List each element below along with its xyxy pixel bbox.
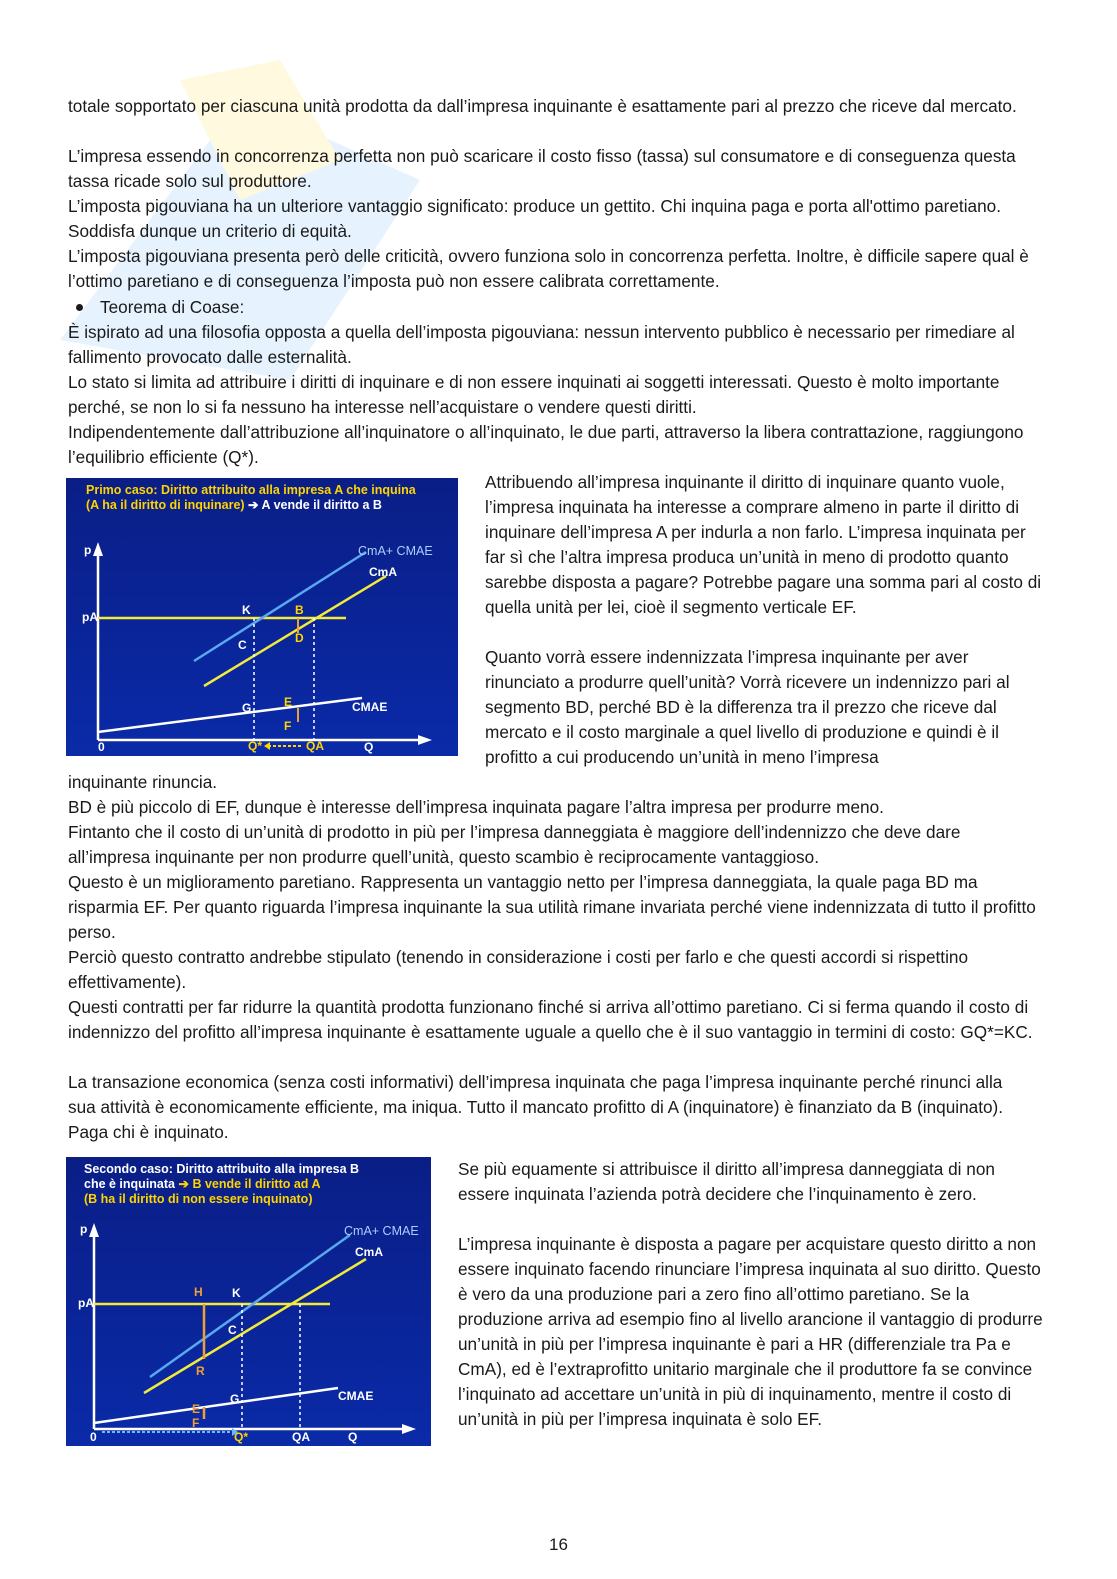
figure-first-case — [66, 478, 458, 756]
figure1-label-cma: CmA — [369, 565, 398, 579]
paragraph-fig1-continued: inquinante rinuncia. — [68, 772, 218, 792]
svg-text:che è inquinata ➔ — [84, 1177, 320, 1191]
figure1-axis-q: Q — [364, 740, 374, 754]
figure1-title-line1: Primo caso: Diritto attribuito alla impresa A che inquina — [86, 483, 416, 497]
paragraph-6: Lo stato si limita ad attribuire i diritti di inquinare e di non essere inquinati ai soggetti interessati. Questo è molto importante perché, se non lo si fa nessuno ha interesse nell’acquistare o vendere questi diritti. — [68, 372, 1000, 417]
paragraph-10: Questo è un miglioramento paretiano. Rappresenta un vantaggio netto per l’impresa danneggiata, la quale paga BD ma risparmia EF. Per quanto riguarda l’impresa inquinante la sua utilità rimane invariata perché viene indennizzata di tutto il profitto perso. — [68, 872, 1036, 942]
paragraph-8: BD è più piccolo di EF, dunque è interesse dell’impresa inquinata pagare l’altra impresa per produrre meno. — [68, 797, 884, 817]
figure2-label-cma: CmA — [355, 1245, 384, 1259]
figure1-point-b: B — [295, 603, 304, 617]
paragraph-1: totale sopportato per ciascuna unità prodotta da dall’impresa inquinante è esattamente pari al prezzo che riceve dal mercato. — [68, 96, 1017, 116]
paragraph-fig1-side-2: Quanto vorrà essere indennizzata l’impresa inquinante per aver rinunciato a produrre quell’unità? Vorrà ricevere un indennizzo pari al segmento BD, perché BD è la differenza tra il prezzo che riceve dal mercato e il costo marginale a quel livello di produzione e quindi è il profitto a cui producendo un’unità in meno l’impresa — [485, 647, 1010, 767]
figure2-axis-p: p — [80, 1222, 88, 1236]
figure2-title-line1: Secondo caso: Diritto attribuito alla impresa B — [84, 1162, 360, 1176]
figure2-point-e: E — [192, 1402, 201, 1416]
figure1-point-k: K — [242, 603, 251, 617]
figure2-axis-q: Q — [348, 1430, 358, 1444]
paragraph-fig2-side-1: Se più equamente si attribuisce il diritto all’impresa danneggiata di non essere inquinata l’azienda potrà decidere che l’inquinamento è zero. — [458, 1159, 995, 1204]
figure2-point-g: G — [230, 1392, 240, 1406]
figure2-title-line3: (B ha il diritto di non essere inquinato) — [84, 1192, 313, 1206]
paragraph-4: L’imposta pigouviana presenta però delle criticità, ovvero funziona solo in concorrenza perfetta. Inoltre, è difficile sapere qual è l’ottimo paretiano e di conseguenza l’imposta può non essere calibrata correttamente. — [68, 246, 1029, 291]
figure2-pa-label: pA — [78, 1296, 94, 1310]
paragraph-5: È ispirato ad una filosofia opposta a quella dell’imposta pigouviana: nessun intervento pubblico è necessario per rimediare al fallimento provocato dalle esternalità. — [68, 322, 1015, 367]
figure1-title-line2b: A vende il diritto a B — [261, 498, 382, 512]
paragraph-12: Questi contratti per far ridurre la quantità prodotta funzionano finché si arriva all’ottimo paretiano. Ci si ferma quando il costo di indennizzo del profitto all’impresa inquinante è esattamente uguale a quello che è il suo vantaggio in termini di costo: GQ*=KC. — [68, 997, 1033, 1042]
figure1-title-line2a: (A ha il diritto di inquinare) — [86, 498, 245, 512]
paragraph-13: La transazione economica (senza costi informativi) dell’impresa inquinata che paga l’impresa inquinante perché rinunci alla sua attività è economicamente efficiente, ma iniqua. Tutto il mancato profitto di A (inquinatore) è finanziato da B (inquinato). Paga chi è inquinato. — [68, 1072, 1004, 1142]
figure1-point-f: F — [284, 719, 292, 733]
paragraph-2: L’impresa essendo in concorrenza perfetta non può scaricare il costo fisso (tassa) sul consumatore e di conseguenza questa tassa ricade solo sul produttore. — [68, 146, 1016, 191]
figure2-point-f: F — [192, 1416, 200, 1430]
page-number: 16 — [549, 1535, 568, 1554]
paragraph-3: L’imposta pigouviana ha un ulteriore vantaggio significato: produce un gettito. Chi inquina paga e porta all'ottimo paretiano. Soddisfa dunque un criterio di equità. — [68, 196, 1001, 241]
figure1-point-c: C — [238, 638, 247, 652]
figure1-label-cma-cmae: CmA+ CMAE — [358, 544, 433, 558]
paragraph-9: Fintanto che il costo di un’unità di prodotto in più per l’impresa danneggiata è maggiore dell’indennizzo che deve dare all’impresa inquinante per non produrre quell’unità, questo scambio è reciprocamente vantaggioso. — [68, 822, 961, 867]
bullet-dot — [76, 304, 83, 311]
figure2-label-cmae: CMAE — [338, 1389, 374, 1403]
bullet-coase — [68, 295, 1085, 320]
figure2-point-c: C — [228, 1323, 237, 1337]
bullet-text: Teorema di Coase: — [100, 297, 245, 317]
figure1-qstar-label: Q* — [248, 739, 263, 753]
figure1-axis-p: p — [84, 543, 92, 557]
figure2-title-line2b: B vende il diritto ad A — [192, 1177, 321, 1191]
figure1-point-e: E — [284, 695, 293, 709]
figure2-arrow: ➔ — [178, 1177, 189, 1191]
svg-text:(A ha il diritto di inquinare) — [86, 498, 382, 512]
figure2-origin: 0 — [90, 1430, 97, 1444]
figure2-label-cma-cmae: CmA+ CMAE — [344, 1224, 419, 1238]
paragraph-7: Indipendentemente dall’attribuzione all’inquinatore o all’inquinato, le due parti, attraverso la libera contrattazione, raggiungono l’equilibrio efficiente (Q*). — [68, 422, 1024, 467]
figure1-qa-label: QA — [306, 739, 324, 753]
paragraph-fig2-side-2: L’impresa inquinante è disposta a pagare per acquistare questo diritto a non essere inquinato facendo rinunciare l’impresa inquinata al suo diritto. Questo è vero da una produzione pari a zero fino all’ottimo paretiano. Se la produzione arriva ad esempio fino al livello arancione il vantaggio di produrre un’unità in più per l’impresa inquinante è pari a HR (differenziale tra Pa e CmA), ed è l’extraprofitto unitario marginale che il produttore fa se convince l’inquinato ad accettare un’unità in più di inquinamento, mentre il costo di un’unità in più per l’impresa inquinata è solo EF. — [458, 1234, 1043, 1429]
figure2-qstar-label: Q* — [234, 1430, 249, 1444]
paragraph-11: Perciò questo contratto andrebbe stipulato (tenendo in considerazione i costi per farlo e che questi accordi si rispettino effettivamente). — [68, 947, 969, 992]
figure2-title-line2a: che è inquinata — [84, 1177, 175, 1191]
figure2-point-k: K — [232, 1286, 241, 1300]
figure2-point-r: R — [196, 1364, 205, 1378]
figure1-label-cmae: CMAE — [352, 700, 388, 714]
figure1-arrow: ➔ — [248, 498, 259, 512]
figure2-qa-label: QA — [292, 1430, 310, 1444]
figure1-point-d: D — [295, 631, 304, 645]
figure1-pa-label: pA — [82, 610, 98, 624]
figure-second-case — [66, 1157, 431, 1446]
figure1-origin: 0 — [98, 740, 105, 754]
paragraph-fig1-side-1: Attribuendo all’impresa inquinante il diritto di inquinare quanto vuole, l’impresa inquinata ha interesse a comprare almeno in parte il diritto di inquinare dell’impresa A per indurla a non farlo. L’impresa inquinata per far sì che l’altra impresa produca un’unità in meno di prodotto quanto sarebbe disposta a pagare? Potrebbe pagare una somma pari al costo di quella unità per lei, cioè il segmento verticale EF. — [485, 472, 1042, 617]
figure2-point-h: H — [194, 1285, 203, 1299]
figure1-point-g: G — [242, 701, 252, 715]
